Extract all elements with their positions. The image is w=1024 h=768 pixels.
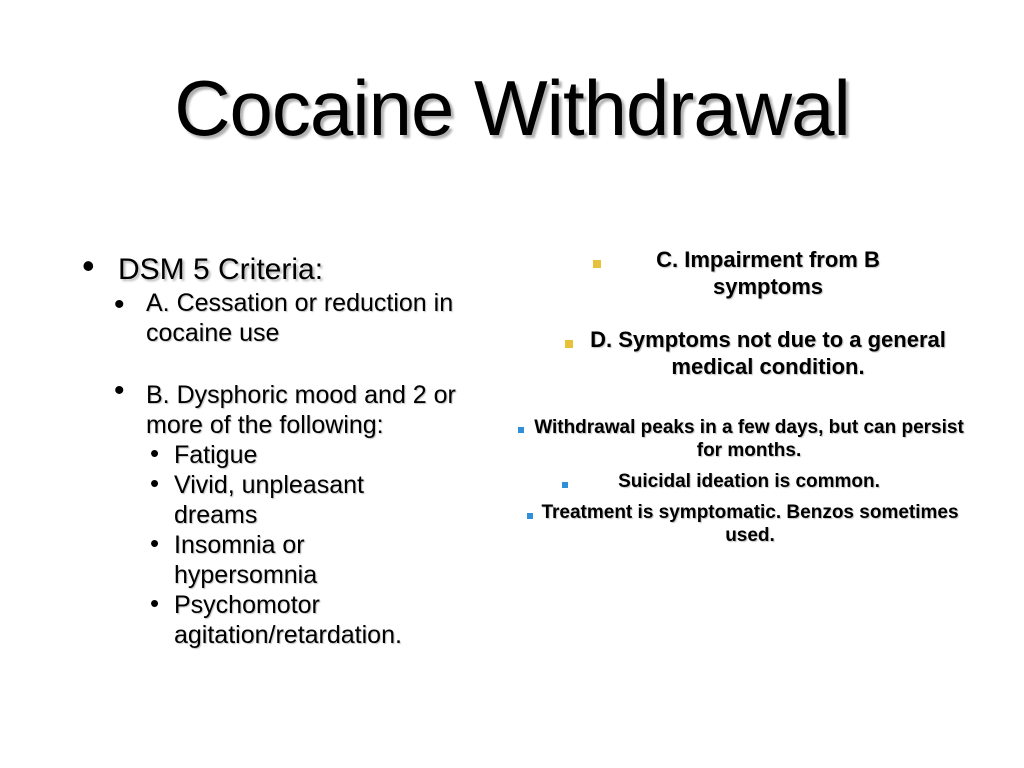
- criterion-c: C. Impairment from B symptoms: [656, 247, 880, 299]
- note-suicidal-ideation: Suicidal ideation is common.: [618, 471, 880, 492]
- note-withdrawal-peaks: Withdrawal peaks in a few days, but can persist for months.: [534, 417, 964, 461]
- square-bullet-peaks: [518, 427, 524, 433]
- criterion-a: A. Cessation or reduction in cocaine use: [146, 289, 454, 347]
- symptom-insomnia: Insomnia or hypersomnia: [174, 531, 318, 589]
- bullet-insomnia: •: [150, 528, 160, 558]
- square-bullet-suicidal: [562, 482, 568, 488]
- bullet-dsm: •: [82, 245, 95, 286]
- symptom-psychomotor: Psychomotor agitation/retardation.: [174, 591, 402, 649]
- slide-title: Cocaine Withdrawal: [174, 64, 850, 152]
- dsm-heading: DSM 5 Criteria:: [118, 253, 324, 286]
- criterion-b: B. Dysphoric mood and 2 or more of the following:: [146, 381, 456, 439]
- bullet-fatigue: •: [150, 438, 160, 468]
- bullet-psychomotor: •: [150, 588, 160, 618]
- bullet-dreams: •: [150, 468, 160, 498]
- bullet-b: •: [114, 374, 125, 407]
- bullet-a: •: [114, 288, 125, 321]
- square-bullet-treatment: [527, 513, 533, 519]
- symptom-fatigue: Fatigue: [174, 441, 258, 469]
- symptom-dreams: Vivid, unpleasant dreams: [174, 471, 364, 529]
- square-bullet-d: [565, 340, 573, 348]
- note-treatment: Treatment is symptomatic. Benzos sometimes used.: [541, 502, 959, 546]
- criterion-d: D. Symptoms not due to a general medical condition.: [590, 327, 946, 379]
- square-bullet-c: [593, 260, 601, 268]
